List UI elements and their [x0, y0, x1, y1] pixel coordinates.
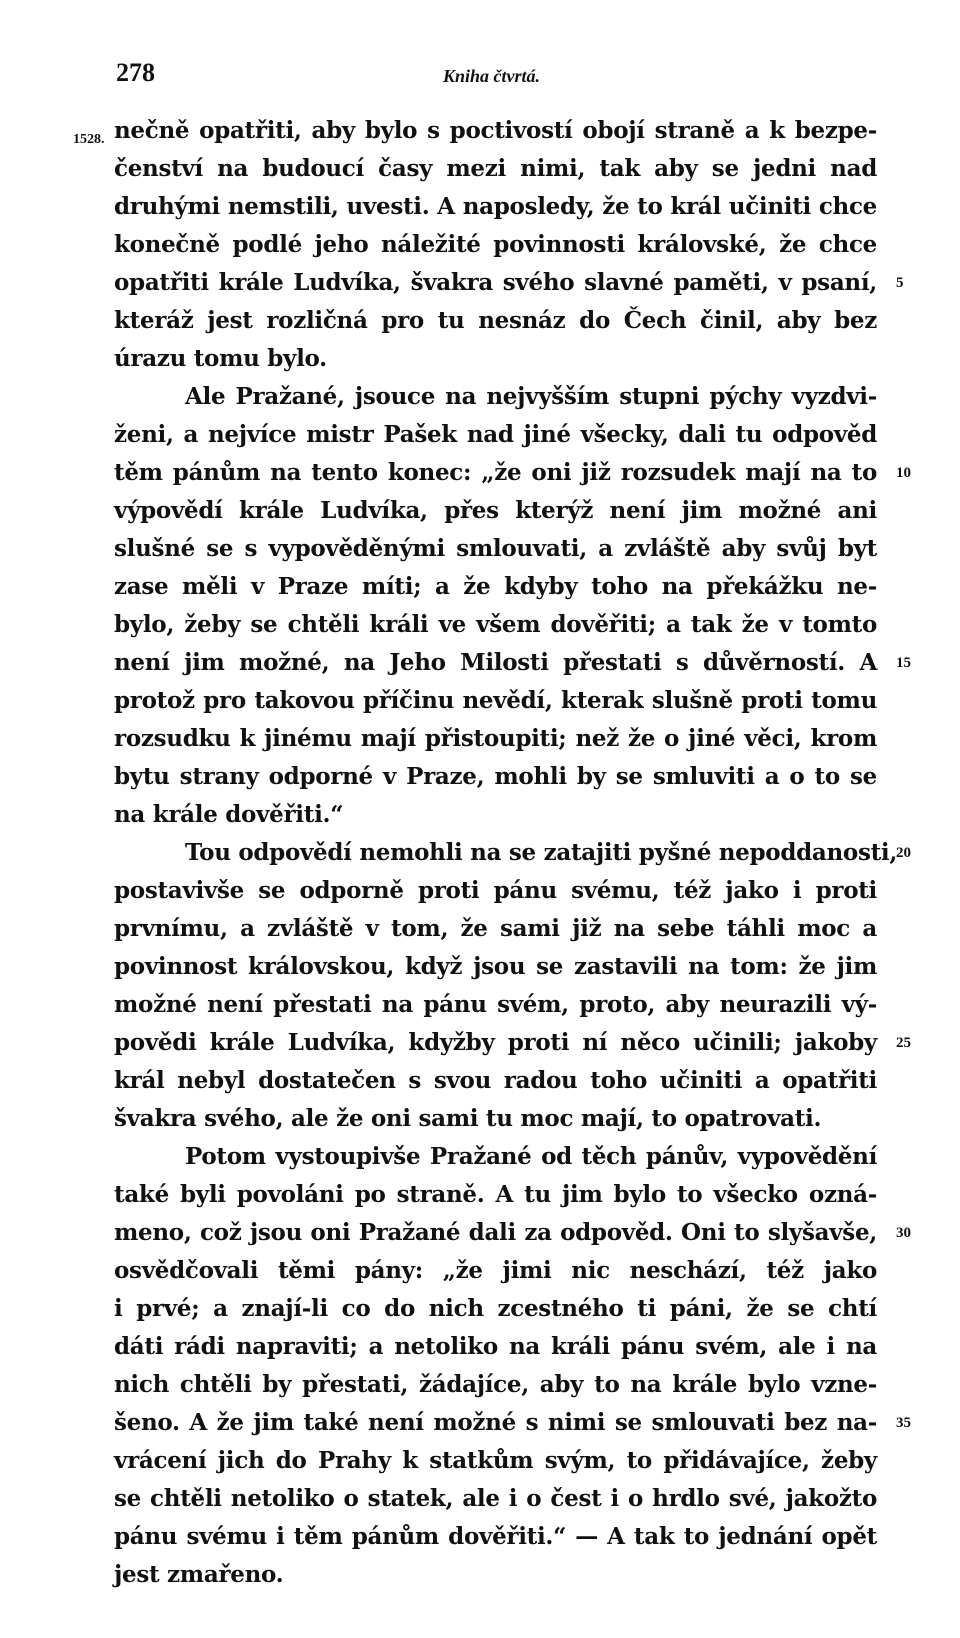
text-line: vrácení jich do Prahy k statkům svým, to přidávajíce, žeby: [114, 1447, 877, 1474]
text-line: jest zmařeno.: [114, 1561, 284, 1588]
line-number: 10: [896, 465, 911, 481]
text-line: výpovědí krále Ludvíka, přes kterýž není jim možné ani: [114, 497, 877, 524]
text-line: pánu svému i těm pánům dověřiti.“ — A tak to jednání opět: [114, 1523, 877, 1550]
text-line: také byli povoláni po straně. A tu jim bylo to všecko ozná-: [114, 1181, 877, 1208]
text-line: druhými nemstili, uvesti. A naposledy, že to král učiniti chce: [114, 193, 877, 220]
line-number: 35: [896, 1415, 911, 1431]
text-line: ženi, a nejvíce mistr Pašek nad jiné všecky, dali tu odpověd: [114, 421, 877, 448]
text-line: povědi krále Ludvíka, kdyžby proti ní něco učinili; jakoby: [114, 1029, 877, 1056]
text-line: osvědčovali těmi pány: „že jimi nic neschází, též jako: [114, 1257, 877, 1284]
text-line: postavivše se odporně proti pánu svému, též jako i proti: [114, 877, 877, 904]
text-line: král nebyl dostatečen s svou radou toho učiniti a opatřiti: [114, 1067, 877, 1094]
text-line: není jim možné, na Jeho Milosti přestati s důvěrností. A: [114, 649, 877, 676]
text-line: konečně podlé jeho náležité povinnosti královské, že chce: [114, 231, 877, 258]
text-line: meno, což jsou oni Pražané dali za odpověd. Oni to slyšavše,: [114, 1219, 877, 1246]
page-number: 278: [116, 58, 155, 87]
text-line: kteráž jest rozličná pro tu nesnáz do Čech činil, aby bez: [114, 307, 877, 334]
text-line: prvnímu, a zvláště v tom, že sami již na sebe táhli moc a: [114, 915, 877, 942]
text-line: úrazu tomu bylo.: [114, 345, 327, 372]
text-line: rozsudku k jinému mají přistoupiti; než že o jiné věci, krom: [114, 725, 877, 752]
text-line: čenství na budoucí časy mezi nimi, tak aby se jedni nad: [114, 155, 877, 182]
line-number: 30: [896, 1225, 911, 1241]
text-line: Potom vystoupivše Pražané od těch pánův, vypovědění: [185, 1143, 877, 1170]
line-number: 15: [896, 655, 911, 671]
text-line: švakra svého, ale že oni sami tu moc mají, to opatrovati.: [114, 1105, 822, 1132]
text-line: na krále dověřiti.“: [114, 801, 344, 828]
text-line: možné není přestati na pánu svém, proto, aby neurazili vý-: [114, 991, 877, 1018]
text-line: dáti rádi napraviti; a netoliko na králi pánu svém, ale i na: [114, 1333, 877, 1360]
year-marker: 1528.: [73, 132, 105, 147]
text-line: bytu strany odporné v Praze, mohli by se smluviti a o to se: [114, 763, 877, 790]
text-line: se chtěli netoliko o statek, ale i o čest i o hrdlo své, jakožto: [114, 1485, 877, 1512]
line-number: 25: [896, 1035, 911, 1051]
text-line: opatřiti krále Ludvíka, švakra svého slavné paměti, v psaní,: [114, 269, 877, 296]
text-line: nich chtěli by přestati, žádajíce, aby to na krále bylo vzne-: [114, 1371, 877, 1398]
text-line: bylo, žeby se chtěli králi ve všem dověřiti; a tak že v tomto: [114, 611, 877, 638]
text-line: slušné se s vypověděnými smlouvati, a zvláště aby svůj byt: [114, 535, 877, 562]
line-number: 5: [896, 275, 904, 291]
text-line: Ale Pražané, jsouce na nejvyšším stupni pýchy vyzdvi-: [185, 383, 877, 410]
running-title: Kniha čtvrtá.: [443, 66, 541, 86]
text-line: nečně opatřiti, aby bylo s poctivostí obojí straně a k bezpe-: [114, 117, 877, 144]
text-line: Tou odpovědí nemohli na se zatajiti pyšné nepoddanosti,: [185, 839, 898, 866]
text-line: zase měli v Praze míti; a že kdyby toho na překážku ne-: [114, 573, 877, 600]
text-line: i prvé; a znají-li co do nich zcestného ti páni, že se chtí: [114, 1295, 877, 1322]
text-line: šeno. A že jim také není možné s nimi se smlouvati bez na-: [114, 1409, 877, 1436]
text-line: protož pro takovou příčinu nevědí, kterak slušně proti tomu: [114, 687, 877, 714]
line-number: 20: [896, 845, 911, 861]
text-line: povinnost královskou, když jsou se zastavili na tom: že jim: [114, 953, 877, 980]
text-line: těm pánům na tento konec: „že oni již rozsudek mají na to: [114, 459, 877, 486]
